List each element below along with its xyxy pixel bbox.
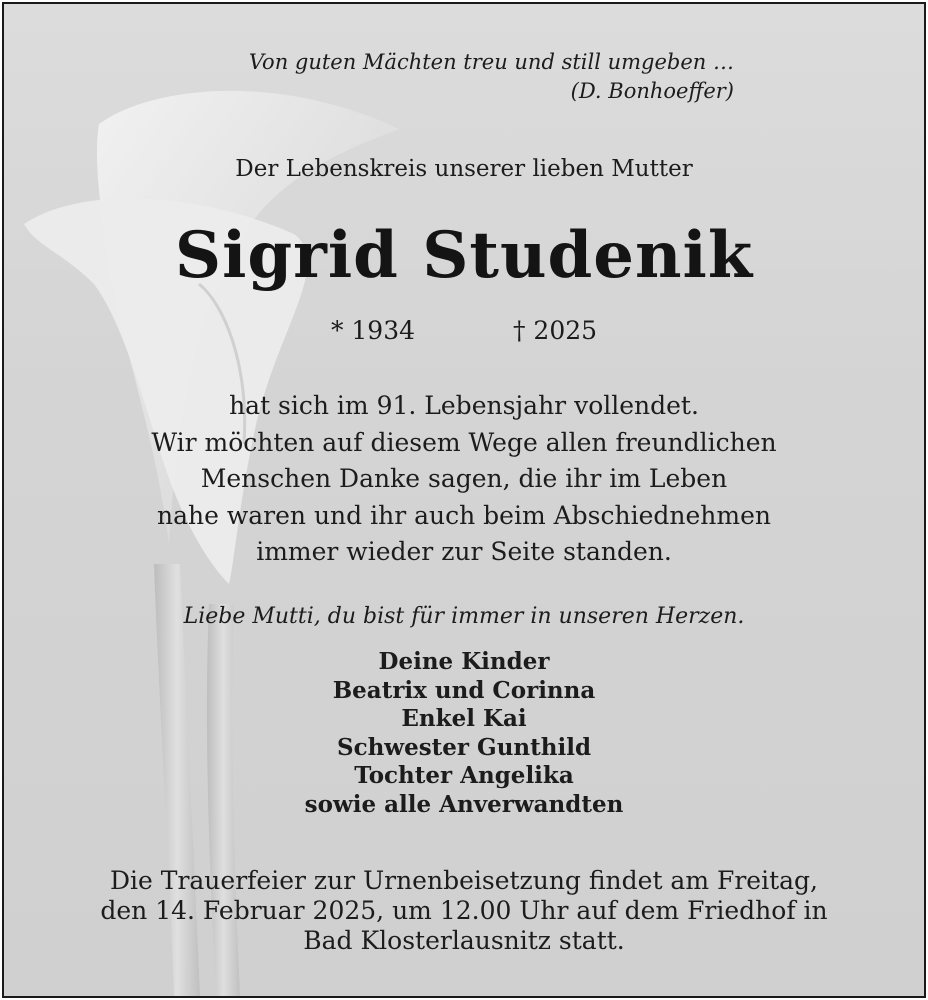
intro-text: Der Lebenskreis unserer lieben Mutter (235, 156, 693, 182)
service-line: Die Trauerfeier zur Urnenbeisetzung findet am Freitag, (110, 866, 818, 895)
service-line: Bad Klosterlausnitz statt. (303, 926, 625, 955)
obituary-card (2, 2, 926, 998)
body-line: Menschen Danke sagen, die ihr im Leben (200, 464, 728, 493)
life-dates (4, 316, 924, 345)
motto-quote: Von guten Mächten treu und still umgeben … (248, 50, 734, 74)
deceased-name: Sigrid Studenik (174, 218, 754, 293)
birth-year: * 1934 (330, 316, 416, 345)
body-line: Wir möchten auf diesem Wege allen freundlichen (151, 427, 777, 457)
funeral-service-info (4, 866, 924, 956)
death-year: † 2025 (512, 316, 598, 345)
body-line: hat sich im 91. Lebensjahr vollendet. (229, 391, 699, 420)
motto-author: (D. Bonhoeffer) (570, 79, 734, 103)
mourner-entry: Beatrix und Corinna (332, 676, 596, 704)
mourner-entry: Enkel Kai (401, 705, 527, 732)
mourner-entry: Deine Kinder (378, 648, 550, 675)
mourner-entry: sowie alle Anverwandten (304, 790, 624, 818)
dedication-quote: Liebe Mutti, du bist für immer in unseren Herzen. (183, 604, 745, 629)
obituary-body (4, 388, 924, 571)
mourner-entry: Schwester Gunthild (336, 733, 592, 761)
motto-block (249, 48, 734, 106)
service-line: den 14. Februar 2025, um 12.00 Uhr auf dem Friedhof in (100, 896, 828, 925)
body-line: immer wieder zur Seite standen. (256, 537, 672, 566)
mourners-list (4, 648, 924, 819)
body-line: nahe waren und ihr auch beim Abschiednehmen (157, 500, 771, 530)
mourner-entry: Tochter Angelika (354, 762, 574, 789)
